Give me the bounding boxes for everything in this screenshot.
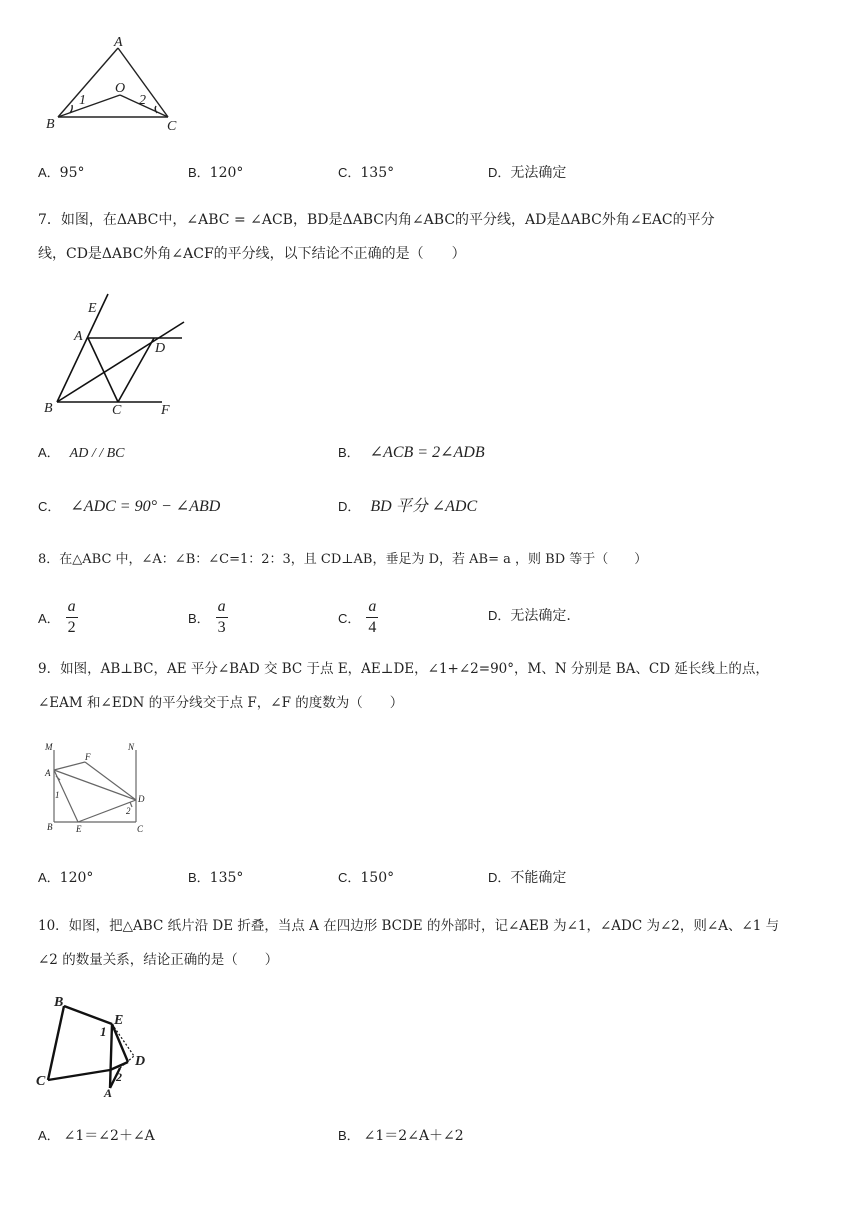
q7-option-b[interactable]: B． ∠ACB = 2∠ADB xyxy=(338,444,485,461)
q9-stem-line1: 9．如图，AB⊥BC，AE 平分∠BAD 交 BC 于点 E，AE⊥DE，∠1+∠2=90°，M、N 分别是 BA、CD 延长线上的点， xyxy=(38,661,769,677)
label-A: A xyxy=(45,768,51,778)
label-B: B xyxy=(47,822,53,832)
label-D: D xyxy=(135,1054,146,1069)
label-D: D xyxy=(138,794,145,804)
label-C: C xyxy=(137,824,144,834)
label-angle-2: 2 xyxy=(139,93,146,108)
q8-option-d[interactable]: D．无法确定. xyxy=(488,608,571,624)
q9-option-c[interactable]: C．150° xyxy=(338,870,395,886)
label-E: E xyxy=(88,301,97,316)
figure-q6-triangle xyxy=(40,30,190,140)
label-N: N xyxy=(128,742,135,752)
q9-option-b[interactable]: B．135° xyxy=(188,870,244,886)
q6-option-d[interactable]: D．无法确定 xyxy=(488,165,567,181)
label-angle-2: 2 xyxy=(116,1070,122,1084)
label-A: A xyxy=(104,1086,113,1100)
label-C: C xyxy=(36,1074,46,1089)
q8-option-a[interactable]: A． $\frac{a}{2}$ xyxy=(38,597,76,636)
label-D: D xyxy=(155,341,166,356)
q9-option-a[interactable]: A．120° xyxy=(38,870,94,886)
q6-option-b[interactable]: B．120° xyxy=(188,165,244,181)
label-A: A xyxy=(114,35,123,50)
label-C: C xyxy=(112,403,122,418)
q10-stem-line1: 10．如图，把△ABC 纸片沿 DE 折叠，当点 A 在四边形 BCDE 的外部时，记∠AEB 为∠1，∠ADC 为∠2，则∠A、∠1 与 xyxy=(38,918,780,934)
q6-option-c[interactable]: C．135° xyxy=(338,165,395,181)
label-angle-1: 1 xyxy=(55,790,60,800)
q8-stem: 8．在△ABC 中，∠A：∠B：∠C=1：2：3，且 CD⊥AB，垂足为 D，若 AB= a ，则 BD 等于（ ） xyxy=(38,552,648,567)
q8-option-c[interactable]: C． $\frac{a}{4}$ xyxy=(338,597,377,636)
q6-option-a[interactable]: A．95° xyxy=(38,165,85,181)
q9-stem-line2: ∠EAM 和∠EDN 的平分线交于点 F，∠F 的度数为（ ） xyxy=(38,695,404,711)
q9-option-d[interactable]: D．不能确定 xyxy=(488,870,567,886)
label-O: O xyxy=(115,81,126,96)
q7-stem-line2: 线，CD是ΔABC外角∠ACF的平分线，以下结论不正确的是（ ） xyxy=(38,246,466,262)
label-E: E xyxy=(76,824,82,834)
label-E: E xyxy=(114,1013,124,1028)
label-B: B xyxy=(44,401,53,416)
q7-stem-line1: 7．如图，在ΔABC中，∠ABC = ∠ACB，BD是ΔABC内角∠ABC的平分线，AD是ΔABC外角∠EAC的平分 xyxy=(38,212,715,228)
label-B: B xyxy=(46,117,55,132)
label-angle-2: 2 xyxy=(126,806,131,816)
label-M: M xyxy=(45,742,53,752)
figure-q7-bisectors xyxy=(40,290,200,420)
q10-option-b[interactable]: B． ∠1＝2∠A＋∠2 xyxy=(338,1128,464,1144)
label-angle-1: 1 xyxy=(79,93,86,108)
label-angle-1: 1 xyxy=(100,1024,107,1039)
label-A: A xyxy=(74,329,83,344)
figure-q10-folded-triangle xyxy=(36,990,166,1100)
q7-option-d[interactable]: D． BD 平分 ∠ADC xyxy=(338,498,478,515)
q10-stem-line2: ∠2 的数量关系，结论正确的是（ ） xyxy=(38,952,279,968)
label-B: B xyxy=(54,995,64,1010)
label-F: F xyxy=(161,403,170,418)
q8-option-b[interactable]: B． $\frac{a}{3}$ xyxy=(188,597,226,636)
label-C: C xyxy=(167,119,177,134)
label-F: F xyxy=(85,752,91,762)
q7-option-a[interactable]: A． AD / / BC xyxy=(38,445,125,461)
q10-option-a[interactable]: A． ∠1＝∠2＋∠A xyxy=(38,1128,155,1144)
figure-q9-rectangle xyxy=(40,740,160,840)
q7-option-c[interactable]: C． ∠ADC = 90° − ∠ABD xyxy=(38,498,221,515)
